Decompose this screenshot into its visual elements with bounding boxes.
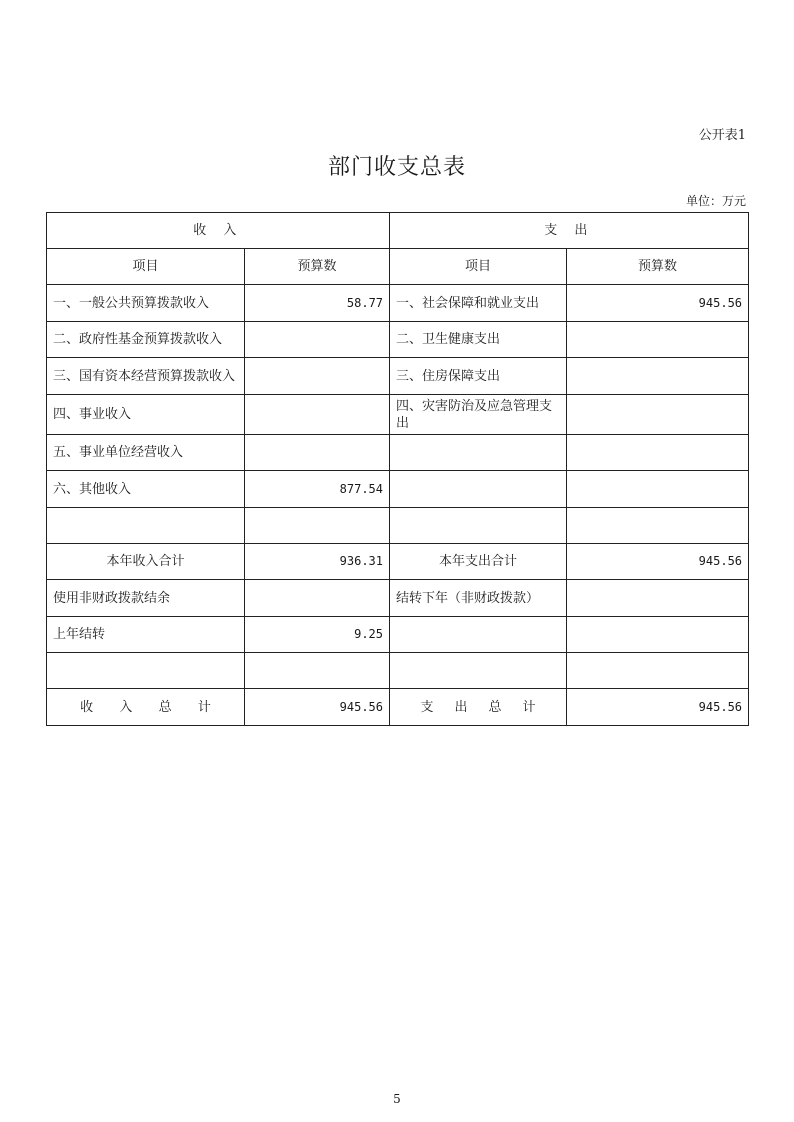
income-item xyxy=(47,653,245,689)
income-value xyxy=(245,653,390,689)
expense-section-header: 支 出 xyxy=(390,213,749,249)
income-value: 9.25 xyxy=(245,617,390,653)
expense-item xyxy=(390,617,567,653)
page-title: 部门收支总表 xyxy=(327,155,466,180)
form-number: 公开表1 xyxy=(698,128,746,143)
expense-value: 945.56 xyxy=(567,285,749,322)
expense-item: 四、灾害防治及应急管理支出 xyxy=(390,395,567,435)
expense-item xyxy=(390,435,567,471)
expense-subtotal-label: 本年支出合计 xyxy=(390,544,567,580)
expense-value xyxy=(567,322,749,358)
income-total-value: 945.56 xyxy=(245,689,390,726)
income-total-char: 总 xyxy=(158,699,172,715)
income-item: 使用非财政拨款结余 xyxy=(47,580,245,617)
expense-total-char: 出 xyxy=(454,699,468,715)
income-item: 三、国有资本经营预算拨款收入 xyxy=(47,358,245,395)
section-header-row xyxy=(47,213,749,249)
table-row xyxy=(47,322,749,358)
income-value xyxy=(245,322,390,358)
table-row xyxy=(47,395,749,435)
table-row xyxy=(47,435,749,471)
expense-value xyxy=(567,471,749,508)
column-header-row xyxy=(47,249,749,285)
expense-subtotal-value: 945.56 xyxy=(567,544,749,580)
income-item: 一、一般公共预算拨款收入 xyxy=(47,285,245,322)
grand-total-row xyxy=(47,689,749,726)
income-total-label xyxy=(47,689,245,726)
subtotal-row xyxy=(47,544,749,580)
income-item-header: 项目 xyxy=(47,249,245,285)
income-value xyxy=(245,395,390,435)
expense-total-char: 总 xyxy=(488,699,502,715)
income-item: 二、政府性基金预算拨款收入 xyxy=(47,322,245,358)
income-item: 上年结转 xyxy=(47,617,245,653)
expense-total-label xyxy=(390,689,567,726)
income-item: 六、其他收入 xyxy=(47,471,245,508)
expense-item: 二、卫生健康支出 xyxy=(390,322,567,358)
income-value xyxy=(245,435,390,471)
expense-value xyxy=(567,653,749,689)
budget-table xyxy=(46,212,749,726)
income-value xyxy=(245,508,390,544)
income-section-header: 收 入 xyxy=(47,213,390,249)
expense-total-value: 945.56 xyxy=(567,689,749,726)
unit-label: 单位：万元 xyxy=(685,194,746,208)
income-value: 877.54 xyxy=(245,471,390,508)
expense-item: 一、社会保障和就业支出 xyxy=(390,285,567,322)
expense-item xyxy=(390,508,567,544)
table-row xyxy=(47,580,749,617)
table-row xyxy=(47,285,749,322)
expense-value xyxy=(567,617,749,653)
income-total-char: 入 xyxy=(119,699,133,715)
table-row xyxy=(47,471,749,508)
expense-item-header: 项目 xyxy=(390,249,567,285)
expense-total-char: 支 xyxy=(420,699,434,715)
income-budget-header: 预算数 xyxy=(245,249,390,285)
table-row xyxy=(47,653,749,689)
expense-value xyxy=(567,580,749,617)
expense-value xyxy=(567,358,749,395)
expense-budget-header: 预算数 xyxy=(567,249,749,285)
income-value xyxy=(245,580,390,617)
expense-value xyxy=(567,435,749,471)
income-subtotal-label: 本年收入合计 xyxy=(47,544,245,580)
table-row xyxy=(47,508,749,544)
expense-value xyxy=(567,508,749,544)
page-number: 5 xyxy=(393,1092,401,1106)
income-value: 58.77 xyxy=(245,285,390,322)
expense-item xyxy=(390,653,567,689)
income-total-char: 计 xyxy=(197,699,211,715)
table-row xyxy=(47,617,749,653)
expense-item: 三、住房保障支出 xyxy=(390,358,567,395)
income-subtotal-value: 936.31 xyxy=(245,544,390,580)
income-total-char: 收 xyxy=(80,699,94,715)
income-item: 五、事业单位经营收入 xyxy=(47,435,245,471)
income-item: 四、事业收入 xyxy=(47,395,245,435)
expense-item: 结转下年（非财政拨款） xyxy=(390,580,567,617)
expense-value xyxy=(567,395,749,435)
income-item xyxy=(47,508,245,544)
expense-total-char: 计 xyxy=(522,699,536,715)
table-row xyxy=(47,358,749,395)
expense-item xyxy=(390,471,567,508)
income-value xyxy=(245,358,390,395)
